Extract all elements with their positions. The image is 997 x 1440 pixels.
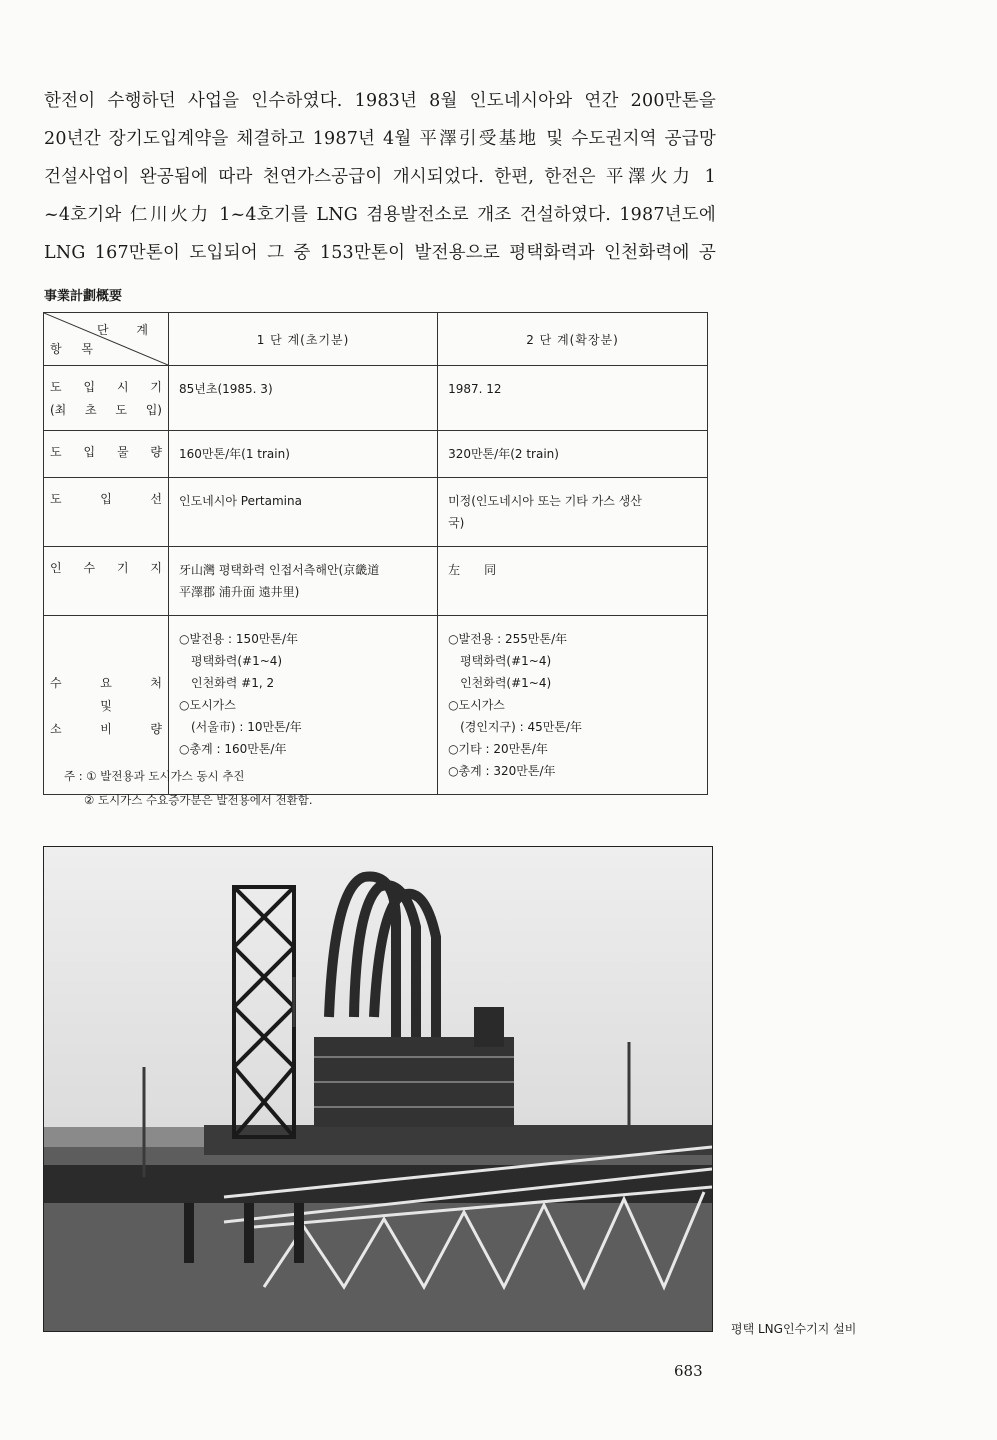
table-header-row — [44, 313, 708, 366]
table-cell: ○발전용 : 150만톤/年 평택화력(#1~4) 인천화력 #1, 2 ○도시가스 (서울市) : 10만톤/年 ○총계 : 160만톤/年 — [169, 616, 438, 795]
table-row — [44, 478, 708, 547]
table-row — [44, 431, 708, 478]
row-label-demand: 수 요 처 및 소 비 량 — [44, 616, 169, 795]
table-notes — [64, 764, 313, 812]
table-row — [44, 547, 708, 616]
table-cell: 85년초(1985. 3) — [169, 366, 438, 431]
table-cell: 1987. 12 — [438, 366, 708, 431]
body-line-3: 건설사업이 완공됨에 따라 천연가스공급이 개시되었다. 한편, 한전은 平澤火力 1 — [44, 167, 716, 187]
corner-stage-label: 단 계 — [97, 323, 160, 337]
table-cell: 160만톤/年(1 train) — [169, 431, 438, 478]
lng-terminal-photo — [43, 846, 713, 1332]
row-label-volume: 도 입 물 량 — [44, 431, 169, 478]
body-line-1: 한전이 수행하던 사업을 인수하였다. 1983년 8월 인도네시아와 연간 200만톤을 — [44, 91, 716, 111]
body-paragraph — [44, 82, 716, 272]
photo-caption: 평택 LNG인수기지 설비 — [731, 1322, 857, 1336]
table-cell: 미정(인도네시아 또는 기타 가스 생산 국) — [438, 478, 708, 547]
row-label-terminal: 인 수 기 지 — [44, 547, 169, 616]
body-line-2: 20년간 장기도입계약을 체결하고 1987년 4월 平澤引受基地 및 수도권지역 공급망 — [44, 129, 716, 149]
table-cell: 인도네시아 Pertamina — [169, 478, 438, 547]
note-2: ② 도시가스 수요증가분은 발전용에서 전환함. — [84, 793, 313, 807]
page-number: 683 — [674, 1362, 703, 1380]
body-line-5: LNG 167만톤이 도입되어 그 중 153만톤이 발전용으로 평택화력과 인천화력에 공 — [44, 243, 716, 263]
table-cell: 牙山灣 평택화력 인접서측해안(京畿道 平澤郡 浦升面 遠井里) — [169, 547, 438, 616]
body-line-4: ~4호기와 仁川火力 1~4호기를 LNG 겸용발전소로 개조 건설하였다. 1987년도에 — [44, 205, 716, 225]
corner-item-label: 항 목 — [50, 342, 101, 356]
photo-illustration — [44, 847, 712, 1331]
col-header-stage1: 1 단 계(초기분) — [169, 313, 438, 366]
table-corner-cell — [44, 313, 169, 366]
row-label-intro-date: 도 입 시 기 (최 초 도 입) — [44, 366, 169, 431]
table-cell: 320만톤/年(2 train) — [438, 431, 708, 478]
table-cell: 左 同 — [438, 547, 708, 616]
row-label-source: 도 입 선 — [44, 478, 169, 547]
col-header-stage2: 2 단 계(확장분) — [438, 313, 708, 366]
plan-table — [43, 312, 708, 795]
note-1: 주 : ① 발전용과 도시가스 동시 추진 — [64, 769, 245, 783]
table-cell: ○발전용 : 255만톤/年 평택화력(#1~4) 인천화력(#1~4) ○도시가스 (경인지구) : 45만톤/年 ○기타 : 20만톤/年 ○총계 : 320만톤/年 — [438, 616, 708, 795]
table-title: 事業計劃概要 — [44, 289, 123, 304]
table-row — [44, 366, 708, 431]
